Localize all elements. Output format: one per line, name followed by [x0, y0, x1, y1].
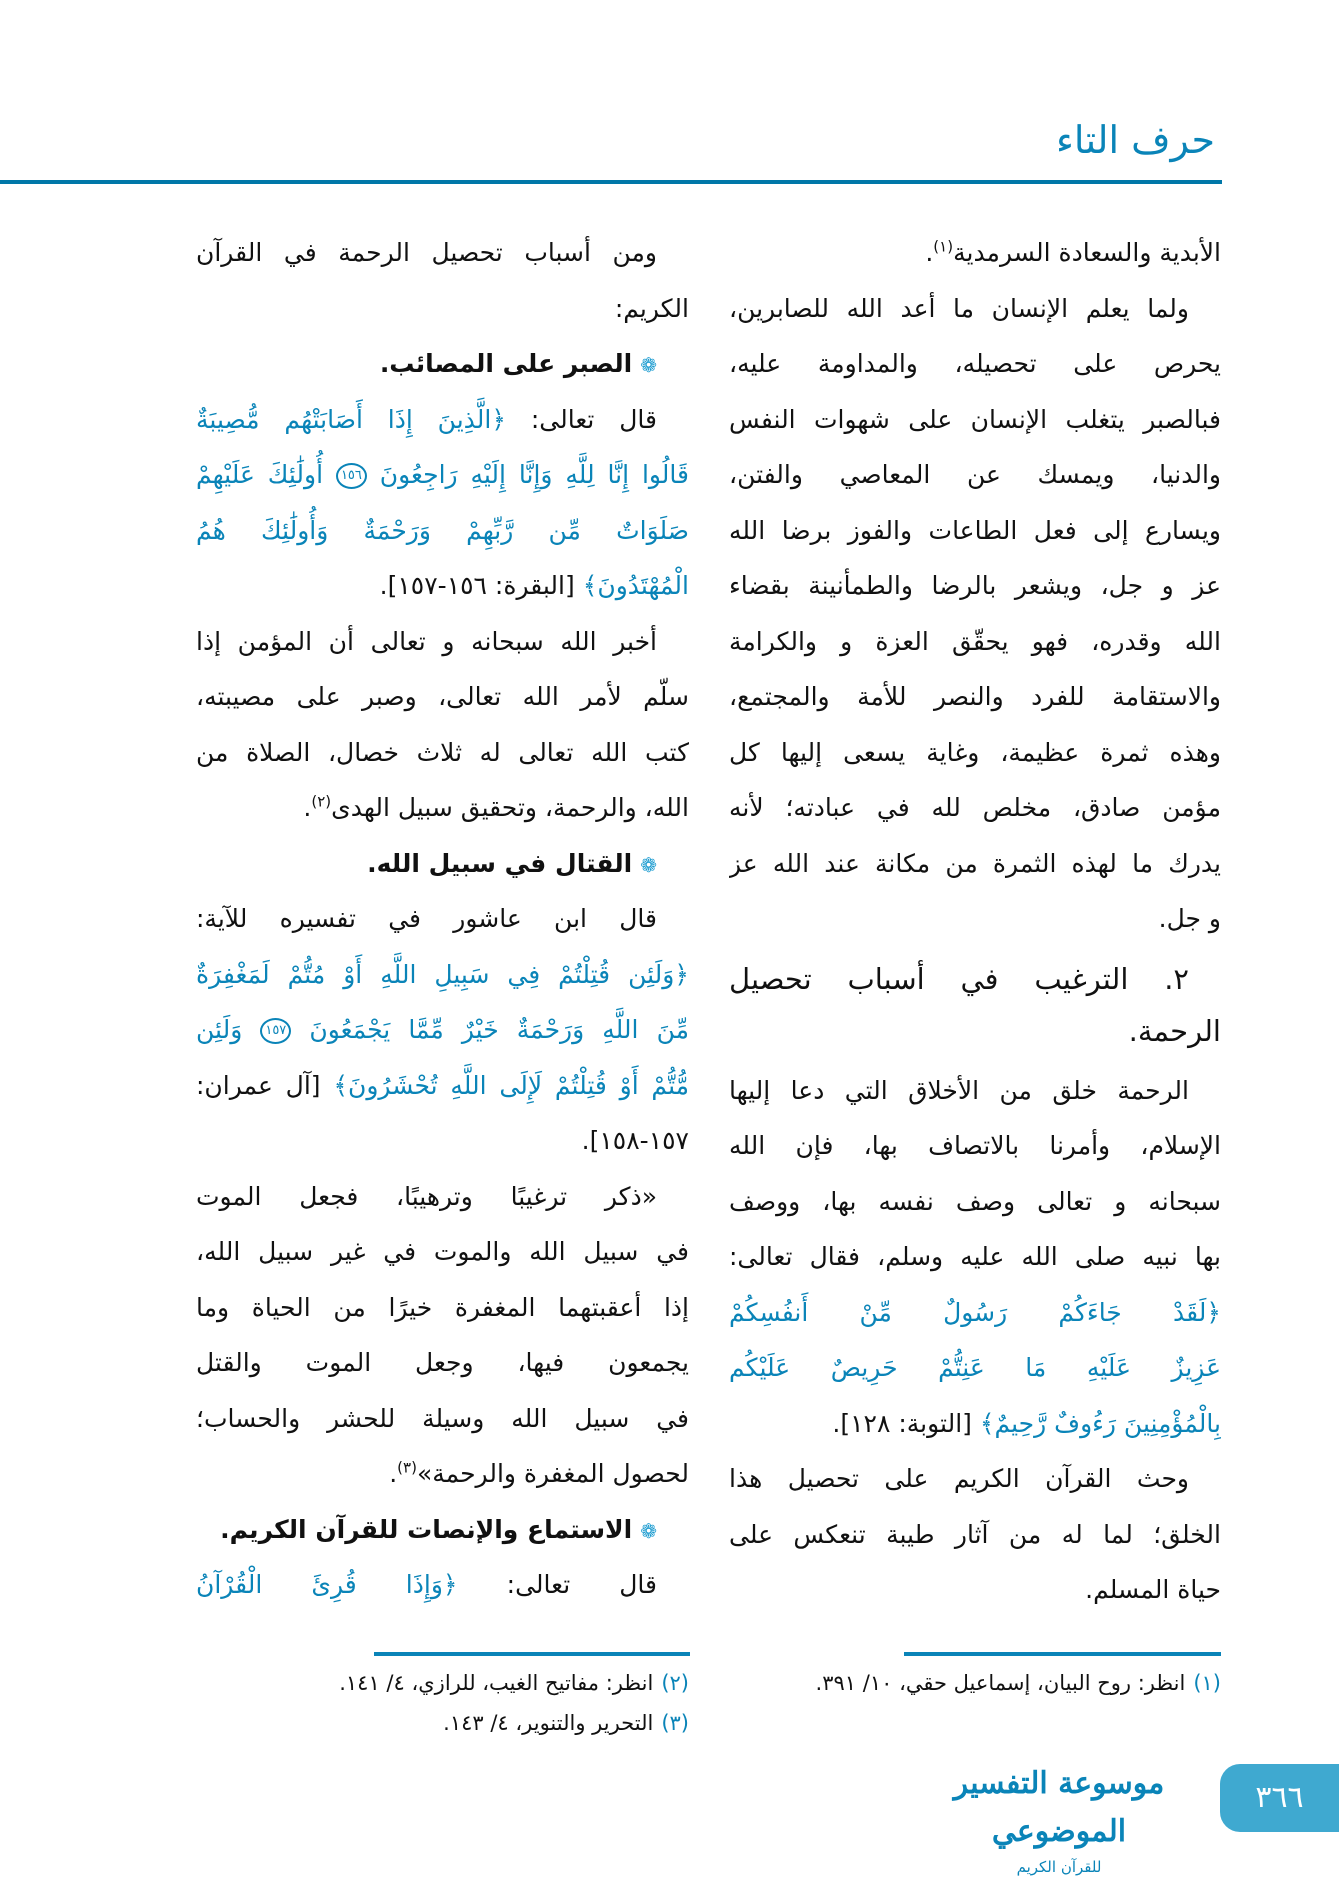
- text-line: [196, 614, 689, 670]
- text-segment: بها نبيه صلى الله عليه وسلم، فقال تعالى:: [729, 1242, 1221, 1271]
- text-segment: الخلق؛ لما له من آثار طيبة تنعكس على: [729, 1519, 1221, 1549]
- text-segment: ويسارع إلى فعل الطاعات والفوز برضا الله: [729, 515, 1221, 545]
- footnote-text: انظر: مفاتيح الغيب، للرازي، ٤/ ١٤١.: [339, 1671, 654, 1695]
- text-line: [729, 1507, 1221, 1563]
- quran-verse: الْمُهْتَدُونَ﴾: [574, 571, 689, 600]
- text-line: [196, 1446, 689, 1502]
- text-line: [729, 1285, 1221, 1341]
- text-segment: قال ابن عاشور في تفسيره للآية:: [196, 904, 657, 933]
- footnote-number: (٣): [661, 1711, 689, 1735]
- text-line: [729, 1229, 1221, 1285]
- text-line: [729, 953, 1221, 1005]
- text-line: [729, 336, 1221, 392]
- text-line: [196, 336, 689, 392]
- text-segment: والدنيا، ويمسك عن المعاصي والفتن،: [729, 460, 1221, 489]
- text-line: [196, 225, 689, 281]
- text-segment: وهذه ثمرة عظيمة، وغاية يسعى إليها كل: [729, 737, 1221, 767]
- text-segment: عز و جل، ويشعر بالرضا والطمأنينة بقضاء: [729, 571, 1221, 600]
- quran-verse: مِّنَ اللَّهِ وَرَحْمَةٌ خَيْرٌ مِّمَّا يَجْمَعُونَ: [291, 1015, 689, 1044]
- text-segment: في سبيل الله وسيلة للحشر والحساب؛: [196, 1403, 689, 1433]
- text-line: [196, 725, 689, 781]
- text-segment: أخبر الله سبحانه و تعالى أن المؤمن إذا: [196, 626, 657, 656]
- text-segment: .: [925, 238, 934, 267]
- text-segment: الكريم:: [614, 293, 689, 323]
- quran-verse: ﴿وَإِذَا قُرِئَ الْقُرْآنُ: [196, 1570, 458, 1599]
- text-line: [196, 1557, 689, 1613]
- text-segment: يجمعون فيها، وجعل الموت والقتل: [196, 1348, 689, 1377]
- page-number: ٣٦٦: [1220, 1764, 1339, 1832]
- header-rule: [0, 180, 1222, 184]
- footnote-rule-right: [904, 1652, 1221, 1656]
- text-segment: سبحانه و تعالى وصف نفسه بها، ووصف: [729, 1186, 1221, 1216]
- text-line: [729, 1118, 1221, 1174]
- text-line: [196, 780, 689, 836]
- text-line: [729, 1063, 1221, 1119]
- footnote-2: [196, 1664, 689, 1702]
- text-line: [196, 447, 689, 503]
- text-segment: في سبيل الله والموت في غير سبيل الله،: [196, 1237, 689, 1266]
- text-line: [196, 669, 689, 725]
- text-line: [729, 1005, 1221, 1057]
- text-segment: مؤمن صادق، مخلص لله في عبادته؛ لأنه: [729, 793, 1221, 822]
- text-line: [729, 447, 1221, 503]
- quran-verse: ﴿لَقَدْ جَاءَكُمْ رَسُولٌ مِّنْ أَنفُسِكُمْ: [729, 1297, 1221, 1327]
- left-column: [196, 225, 689, 1613]
- text-line: [729, 558, 1221, 614]
- text-line: [729, 836, 1221, 892]
- quran-verse: صَلَوَاتٌ مِّن رَّبِّهِمْ وَرَحْمَةٌ وَأُولَٰئِكَ هُمُ: [196, 515, 689, 545]
- text-segment: الله، والرحمة، وتحقيق سبيل الهدى: [331, 793, 689, 822]
- text-line: [729, 669, 1221, 725]
- logo-subtitle: للقرآن الكريم: [1016, 1858, 1102, 1876]
- footnote-text: انظر: روح البيان، إسماعيل حقي، ١٠/ ٣٩١.: [815, 1671, 1186, 1695]
- text-line: [196, 891, 689, 947]
- text-segment: «ذكر ترغيبًا وترهيبًا، فجعل الموت: [196, 1181, 657, 1211]
- text-segment: إذا أعقبتهما المغفرة خيرًا من الحياة وما: [196, 1292, 689, 1322]
- quran-verse: بِالْمُؤْمِنِينَ رَءُوفٌ رَّحِيمٌ﴾: [971, 1408, 1221, 1438]
- text-segment: ١٥٧-١٥٨].: [581, 1126, 689, 1155]
- text-segment: وحث القرآن الكريم على تحصيل هذا: [729, 1464, 1189, 1493]
- text-segment: يحرص على تحصيله، والمداومة عليه،: [729, 349, 1221, 378]
- text-line: [196, 281, 689, 337]
- text-segment: الله وقدره، فهو يحقّق العزة و والكرامة: [729, 626, 1221, 656]
- text-segment: الرحمة.: [1128, 1013, 1221, 1048]
- quran-verse: قَالُوا إِنَّا لِلَّهِ وَإِنَّا إِلَيْهِ رَاجِعُونَ: [366, 460, 689, 489]
- text-segment: قال تعالى:: [506, 404, 657, 434]
- text-segment: ٢. الترغيب في أسباب تحصيل: [729, 961, 1189, 996]
- footnote-3: [196, 1704, 689, 1742]
- footnote-1: [729, 1664, 1221, 1702]
- text-line: [729, 1340, 1221, 1396]
- right-column: [729, 225, 1221, 1618]
- text-line: [196, 392, 689, 448]
- footnote-marker: (٣): [397, 1458, 417, 1477]
- text-line: [729, 1451, 1221, 1507]
- text-segment: [التوبة: ١٢٨].: [832, 1408, 972, 1438]
- text-line: [196, 558, 689, 614]
- text-segment: كتب الله تعالى له ثلاث خصال، الصلاة من: [196, 737, 689, 767]
- flower-bullet-icon: ❁: [640, 852, 657, 877]
- text-segment: الإسلام، وأمرنا بالاتصاف بها، فإن الله: [729, 1131, 1221, 1160]
- text-line: [196, 503, 689, 559]
- text-line: [196, 1280, 689, 1336]
- text-segment: .: [303, 793, 312, 822]
- quran-verse: عَزِيزٌ عَلَيْهِ مَا عَنِتُّمْ حَرِيصٌ عَلَيْكُم: [729, 1353, 1221, 1382]
- text-line: [729, 392, 1221, 448]
- text-line: [196, 1169, 689, 1225]
- quran-verse: أُولَٰئِكَ عَلَيْهِمْ: [196, 460, 336, 489]
- section-heading: الصبر على المصائب.: [379, 349, 633, 378]
- logo-title: موسوعة التفسير الموضوعي: [953, 1766, 1165, 1849]
- text-line: [729, 614, 1221, 670]
- text-line: [729, 281, 1221, 337]
- footnote-number: (٢): [661, 1671, 689, 1695]
- text-segment: حياة المسلم.: [1085, 1575, 1221, 1604]
- text-line: [196, 836, 689, 892]
- text-segment: فبالصبر يتغلب الإنسان على شهوات النفس: [729, 404, 1221, 434]
- text-line: [196, 1391, 689, 1447]
- text-segment: والاستقامة للفرد والنصر للأمة والمجتمع،: [729, 682, 1221, 711]
- text-line: [729, 1174, 1221, 1230]
- text-segment: قال تعالى:: [457, 1570, 657, 1599]
- text-line: [196, 1113, 689, 1169]
- quran-verse: مُّتُّمْ أَوْ قُتِلْتُمْ لَإِلَى اللَّهِ تُحْشَرُونَ﴾: [320, 1070, 689, 1100]
- text-line: [196, 1002, 689, 1058]
- text-line: [729, 225, 1221, 281]
- text-segment: سلّم لأمر الله تعالى، وصبر على مصيبته،: [196, 682, 689, 711]
- text-line: [729, 503, 1221, 559]
- footnote-number: (١): [1193, 1671, 1221, 1695]
- text-line: [729, 1562, 1221, 1618]
- text-segment: ومن أسباب تحصيل الرحمة في القرآن: [196, 238, 657, 267]
- text-line: [196, 1058, 689, 1114]
- flower-bullet-icon: ❁: [640, 1518, 657, 1543]
- footnote-marker: (١): [933, 237, 954, 256]
- text-segment: الرحمة خلق من الأخلاق التي دعا إليها: [729, 1075, 1189, 1105]
- text-segment: [آل عمران:: [196, 1070, 321, 1100]
- footnote-marker: (٢): [311, 792, 332, 811]
- text-line: [196, 1224, 689, 1280]
- text-line: [196, 1335, 689, 1391]
- section-heading: القتال في سبيل الله.: [367, 848, 633, 878]
- text-line: [196, 1502, 689, 1558]
- quran-verse: ﴿الَّذِينَ إِذَا أَصَابَتْهُم مُّصِيبَةٌ: [196, 404, 506, 434]
- quran-verse: ﴿وَلَئِن قُتِلْتُمْ فِي سَبِيلِ اللَّهِ أَوْ مُتُّمْ لَمَغْفِرَةٌ: [196, 959, 689, 989]
- ayah-number: ١٥٦: [336, 463, 367, 489]
- text-segment: .: [389, 1459, 398, 1488]
- encyclopedia-logo: [934, 1760, 1184, 1876]
- text-line: [729, 1396, 1221, 1452]
- text-segment: و جل.: [1158, 904, 1221, 933]
- text-line: [729, 891, 1221, 947]
- chapter-title: حرف التاء: [1056, 118, 1215, 162]
- quran-verse: وَلَئِن: [196, 1015, 261, 1044]
- text-line: [729, 725, 1221, 781]
- text-line: [729, 780, 1221, 836]
- text-segment: لحصول المغفرة والرحمة»: [416, 1459, 689, 1488]
- flower-bullet-icon: ❁: [640, 353, 657, 377]
- footnote-text: التحرير والتنوير، ٤/ ١٤٣.: [443, 1711, 654, 1735]
- ayah-number: ١٥٧: [260, 1018, 291, 1044]
- text-segment: يدرك ما لهذه الثمرة من مكانة عند الله عز: [729, 848, 1221, 878]
- text-segment: ولما يعلم الإنسان ما أعد الله للصابرين،: [729, 293, 1189, 323]
- footnote-rule-left: [374, 1652, 690, 1656]
- section-heading: الاستماع والإنصات للقرآن الكريم.: [220, 1514, 633, 1544]
- text-segment: الأبدية والسعادة السرمدية: [953, 238, 1221, 267]
- text-line: [196, 947, 689, 1003]
- text-segment: [البقرة: ١٥٦-١٥٧].: [379, 571, 575, 600]
